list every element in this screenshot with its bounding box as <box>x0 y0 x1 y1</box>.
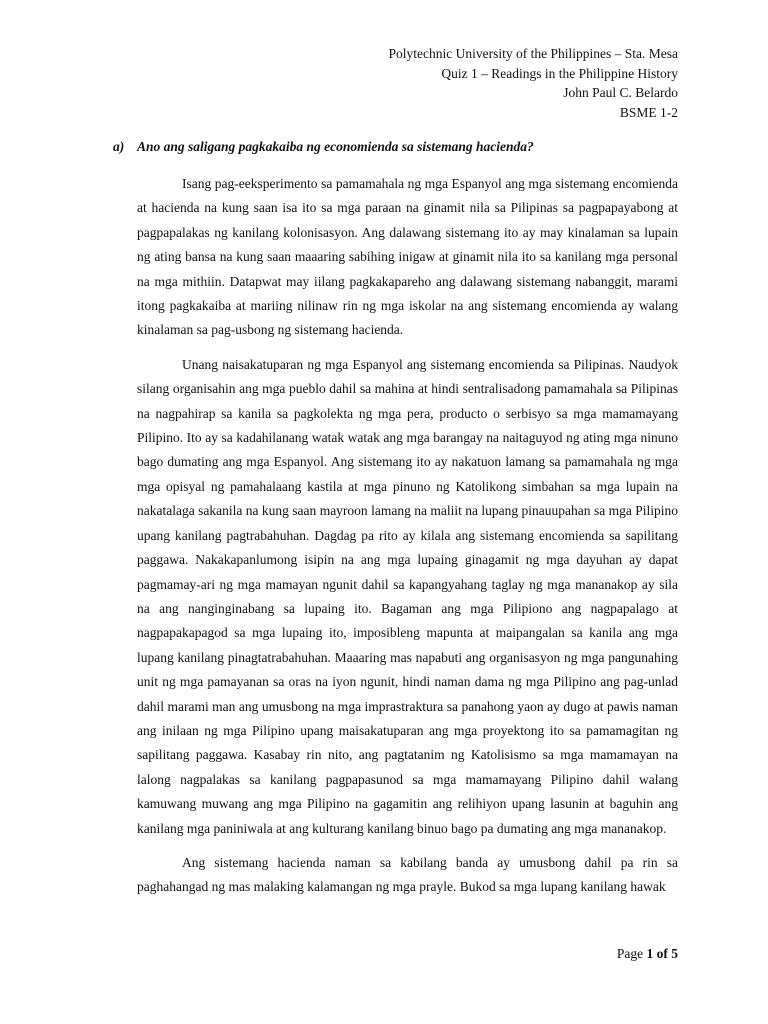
header-university: Polytechnic University of the Philippines – Sta. Mesa <box>388 46 678 61</box>
question-heading <box>113 137 693 157</box>
paragraph-3: Ang sistemang hacienda naman sa kabilang banda ay umusbong dahil pa rin sa paghahangad ng mas malaking kalamangan ng mga prayle. Bukod sa mga lupang kanilang hawak <box>137 854 678 895</box>
page-number: 1 <box>646 946 654 961</box>
of-label: of <box>656 946 668 961</box>
paragraph-1: Isang pag-eeksperimento sa pamamahala ng mga Espanyol ang mga sistemang encomienda at hacienda na kung saan isa ito sa mga paraan na ginamit nila sa Pilipinas sa pagpapayabong at pagpapalakas ng kanilang kolonisasyon. Ang dalawang sistemang ito ay may kinalaman sa lupain ng ating bansa na kung saan maaaring sabihing inigaw at ginamit nila ito sa kanilang mga personal na mga mithiin. Datapwat may iilang pagkakapareho ang dalawang sistemang nabanggit, marami itong pagkakaiba at mariing nilinaw rin ng mga iskolar na ang sistemang encomienda ay walang kinalaman sa pag-usbong ng sistemang hacienda. <box>137 176 678 338</box>
question-marker: a) <box>113 139 125 154</box>
answer-body <box>137 172 678 910</box>
header-section: BSME 1-2 <box>619 104 678 120</box>
header-student-name: John Paul C. Belardo <box>563 85 678 100</box>
paragraph-2: Unang naisakatuparan ng mga Espanyol ang sistemang encomienda sa Pilipinas. Naudyok silang organisahin ang mga pueblo dahil sa mahina at hindi sentralisadong pamamahala sa Pilipinas na nagpahirap sa kanila sa pagkolekta ng mga pera, producto o serbisyo sa mga mamamayang Pilipino. Ito ay sa kadahilanang watak watak ang mga barangay na naitaguyod ng ating mga ninuno bago dumating ang mga Espanyol. Ang sistemang ito ay nakatuon lamang sa pamamahala ng mga mga opisyal ng pamahalaang kastila at mga pinuno ng Katolikong simbahan sa mga lupain na nakatalaga sakanila na kung saan mayroon lamang na maliit na lupang pinauupahan sa mga Pilipino upang kanilang pagtrabahuhan. Dagdag pa rito ay kilala ang sistemang encomienda sa sapilitang paggawa. Nakakapanlumong isipin na ang mga lupaing ginagamit ng mga dayuhan ay dapat pagmamay-ari ng mga mamayan ngunit dahil sa kapangyahang taglay ng mga mananakop ay sila na ang nanginginabang sa lupaing ito. Bagaman ang mga Pilipiono ang nagpapalago at nagpapakapagod sa mga lupaing ito, imposibleng mapunta at maipangalan sa kanila ang mga lupang kanilang pinagtatrabahuhan. Maaaring mas napabuti ang organisasyon ng mga pangunahing unit ng mga pamayanan sa oras na iyon ngunit, hindi naman dama ng mga Pilipino ang pag-unlad dahil marami man ang umusbong na mga imprastraktura sa panahong yaon ay dugo at pawis naman ang inilaan ng mga Pilipino upang maisakatuparan ang mga proyektong ito sa pamamagitan ng sapilitang paggawa. Kasabay rin nito, ang pagtatanim ng Katolisismo sa mga mamamayan na lalong nagpalakas sa kanilang pagpapasunod sa mga mamamayang Pilipino dahil walang kamuwang muwang ang mga Pilipino na gagamitin ang relihiyon upang lasunin at baguhin ang kanilang mga paniniwala at ang kulturang kanilang binuo bago pa dumating ang mga mananakop. <box>137 356 678 836</box>
page-label: Page <box>616 946 644 961</box>
header-quiz-title: Quiz 1 – Readings in the Philippine History <box>441 65 678 81</box>
page-footer <box>617 944 678 964</box>
document-header <box>389 44 678 122</box>
total-pages: 5 <box>671 946 678 961</box>
question-text: Ano ang saligang pagkakaiba ng economienda sa sistemang hacienda? <box>137 139 534 154</box>
